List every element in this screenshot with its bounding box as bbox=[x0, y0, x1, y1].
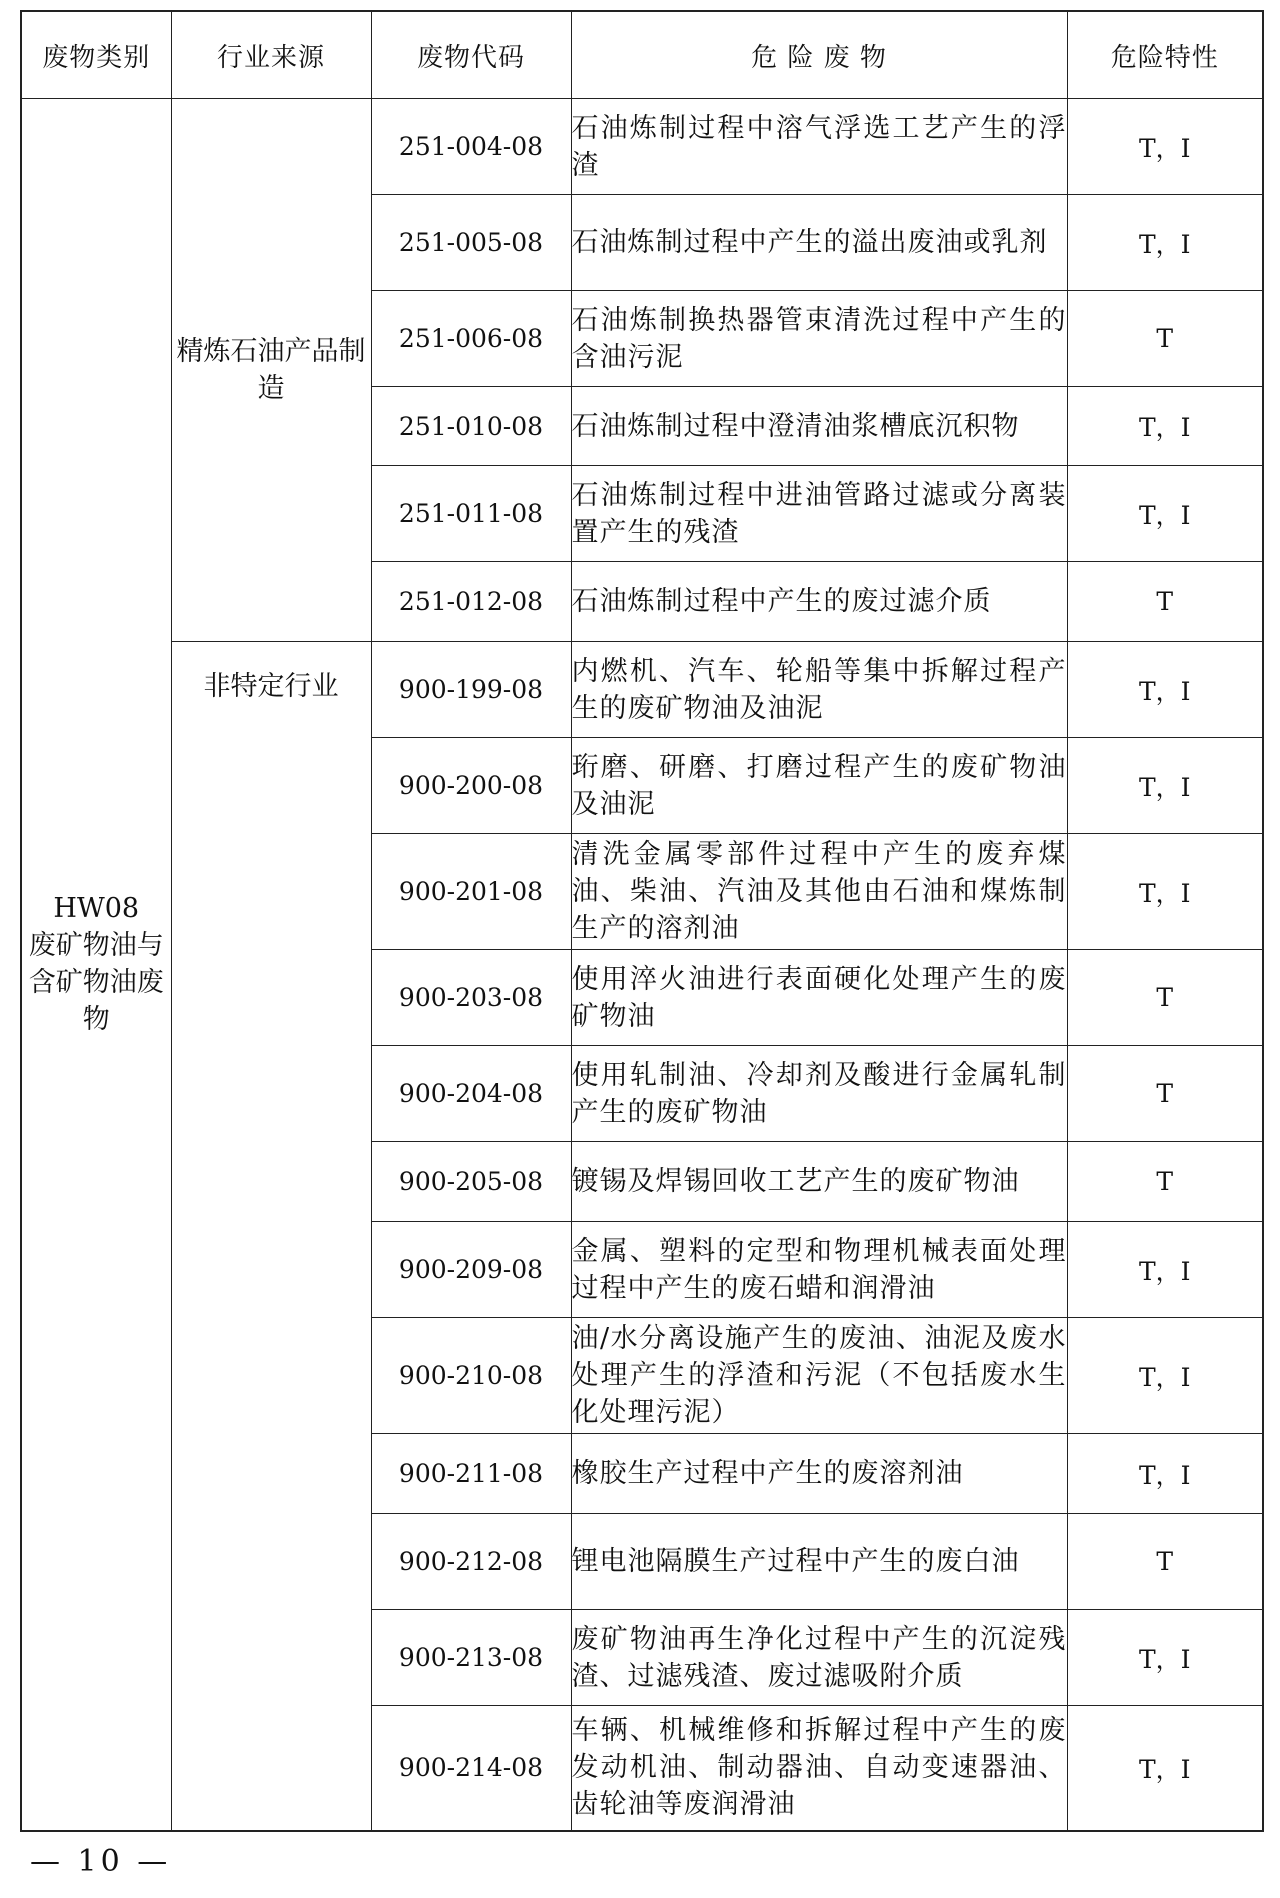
waste-code: 900-213-08 bbox=[371, 1610, 571, 1706]
waste-description: 石油炼制过程中澄清油浆槽底沉积物 bbox=[571, 387, 1067, 466]
hazard-property: T，I bbox=[1067, 1318, 1263, 1434]
waste-description: 珩磨、研磨、打磨过程产生的废矿物油及油泥 bbox=[571, 738, 1067, 834]
waste-description: 锂电池隔膜生产过程中产生的废白油 bbox=[571, 1514, 1067, 1610]
header-waste-category: 废物类别 bbox=[21, 11, 171, 99]
waste-code: 251-006-08 bbox=[371, 291, 571, 387]
hazard-property: T bbox=[1067, 1142, 1263, 1222]
header-industry-source: 行业来源 bbox=[171, 11, 371, 99]
waste-description: 石油炼制过程中产生的溢出废油或乳剂 bbox=[571, 195, 1067, 291]
waste-description: 石油炼制过程中溶气浮选工艺产生的浮渣 bbox=[571, 99, 1067, 195]
waste-code: 251-011-08 bbox=[371, 466, 571, 562]
waste-code: 900-212-08 bbox=[371, 1514, 571, 1610]
waste-code: 900-211-08 bbox=[371, 1434, 571, 1514]
waste-code: 900-203-08 bbox=[371, 950, 571, 1046]
waste-code: 900-201-08 bbox=[371, 834, 571, 950]
hazard-property: T，I bbox=[1067, 195, 1263, 291]
hazard-property: T，I bbox=[1067, 1706, 1263, 1831]
waste-description: 使用淬火油进行表面硬化处理产生的废矿物油 bbox=[571, 950, 1067, 1046]
category-code: HW08 bbox=[53, 893, 140, 925]
table-row bbox=[21, 642, 1263, 738]
waste-description: 使用轧制油、冷却剂及酸进行金属轧制产生的废矿物油 bbox=[571, 1046, 1067, 1142]
waste-code: 900-214-08 bbox=[371, 1706, 571, 1831]
hazard-property: T，I bbox=[1067, 99, 1263, 195]
hazard-property: T，I bbox=[1067, 834, 1263, 950]
hazard-property: T，I bbox=[1067, 1222, 1263, 1318]
waste-description: 油/水分离设施产生的废油、油泥及废水处理产生的浮渣和污泥（不包括废水生化处理污泥） bbox=[571, 1318, 1067, 1434]
waste-description: 橡胶生产过程中产生的废溶剂油 bbox=[571, 1434, 1067, 1514]
hazard-property: T bbox=[1067, 291, 1263, 387]
waste-description: 石油炼制换热器管束清洗过程中产生的含油污泥 bbox=[571, 291, 1067, 387]
waste-code: 251-005-08 bbox=[371, 195, 571, 291]
category-name: 废矿物油与含矿物油废物 bbox=[28, 930, 164, 1036]
hazard-property: T bbox=[1067, 1046, 1263, 1142]
waste-description: 金属、塑料的定型和物理机械表面处理过程中产生的废石蜡和润滑油 bbox=[571, 1222, 1067, 1318]
waste-code: 900-200-08 bbox=[371, 738, 571, 834]
header-hazard-property: 危险特性 bbox=[1067, 11, 1263, 99]
hazard-property: T bbox=[1067, 950, 1263, 1046]
waste-description: 镀锡及焊锡回收工艺产生的废矿物油 bbox=[571, 1142, 1067, 1222]
waste-code: 251-010-08 bbox=[371, 387, 571, 466]
waste-category-cell bbox=[21, 99, 171, 1831]
waste-code: 900-205-08 bbox=[371, 1142, 571, 1222]
waste-description: 车辆、机械维修和拆解过程中产生的废发动机油、制动器油、自动变速器油、齿轮油等废润滑油 bbox=[571, 1706, 1067, 1831]
waste-code: 900-204-08 bbox=[371, 1046, 571, 1142]
hazard-property: T，I bbox=[1067, 738, 1263, 834]
header-waste-code: 废物代码 bbox=[371, 11, 571, 99]
waste-code: 251-004-08 bbox=[371, 99, 571, 195]
waste-code: 900-210-08 bbox=[371, 1318, 571, 1434]
waste-code: 900-199-08 bbox=[371, 642, 571, 738]
waste-code: 251-012-08 bbox=[371, 562, 571, 642]
page-number: — 10 — bbox=[30, 1844, 172, 1879]
hazard-property: T bbox=[1067, 562, 1263, 642]
waste-description: 内燃机、汽车、轮船等集中拆解过程产生的废矿物油及油泥 bbox=[571, 642, 1067, 738]
hazard-property: T，I bbox=[1067, 466, 1263, 562]
hazard-property: T，I bbox=[1067, 642, 1263, 738]
header-row bbox=[21, 11, 1263, 99]
hazard-property: T，I bbox=[1067, 1610, 1263, 1706]
industry-non-specific: 非特定行业 bbox=[171, 642, 371, 1831]
waste-description: 废矿物油再生净化过程中产生的沉淀残渣、过滤残渣、废过滤吸附介质 bbox=[571, 1610, 1067, 1706]
waste-code: 900-209-08 bbox=[371, 1222, 571, 1318]
hazardous-waste-table bbox=[20, 10, 1264, 1832]
industry-refining: 精炼石油产品制造 bbox=[171, 99, 371, 642]
hazard-property: T bbox=[1067, 1514, 1263, 1610]
table-row bbox=[21, 99, 1263, 195]
waste-description: 石油炼制过程中进油管路过滤或分离装置产生的残渣 bbox=[571, 466, 1067, 562]
hazard-property: T，I bbox=[1067, 387, 1263, 466]
waste-description: 清洗金属零部件过程中产生的废弃煤油、柴油、汽油及其他由石油和煤炼制生产的溶剂油 bbox=[571, 834, 1067, 950]
waste-description: 石油炼制过程中产生的废过滤介质 bbox=[571, 562, 1067, 642]
hazard-property: T，I bbox=[1067, 1434, 1263, 1514]
header-hazardous-waste: 危 险 废 物 bbox=[571, 11, 1067, 99]
